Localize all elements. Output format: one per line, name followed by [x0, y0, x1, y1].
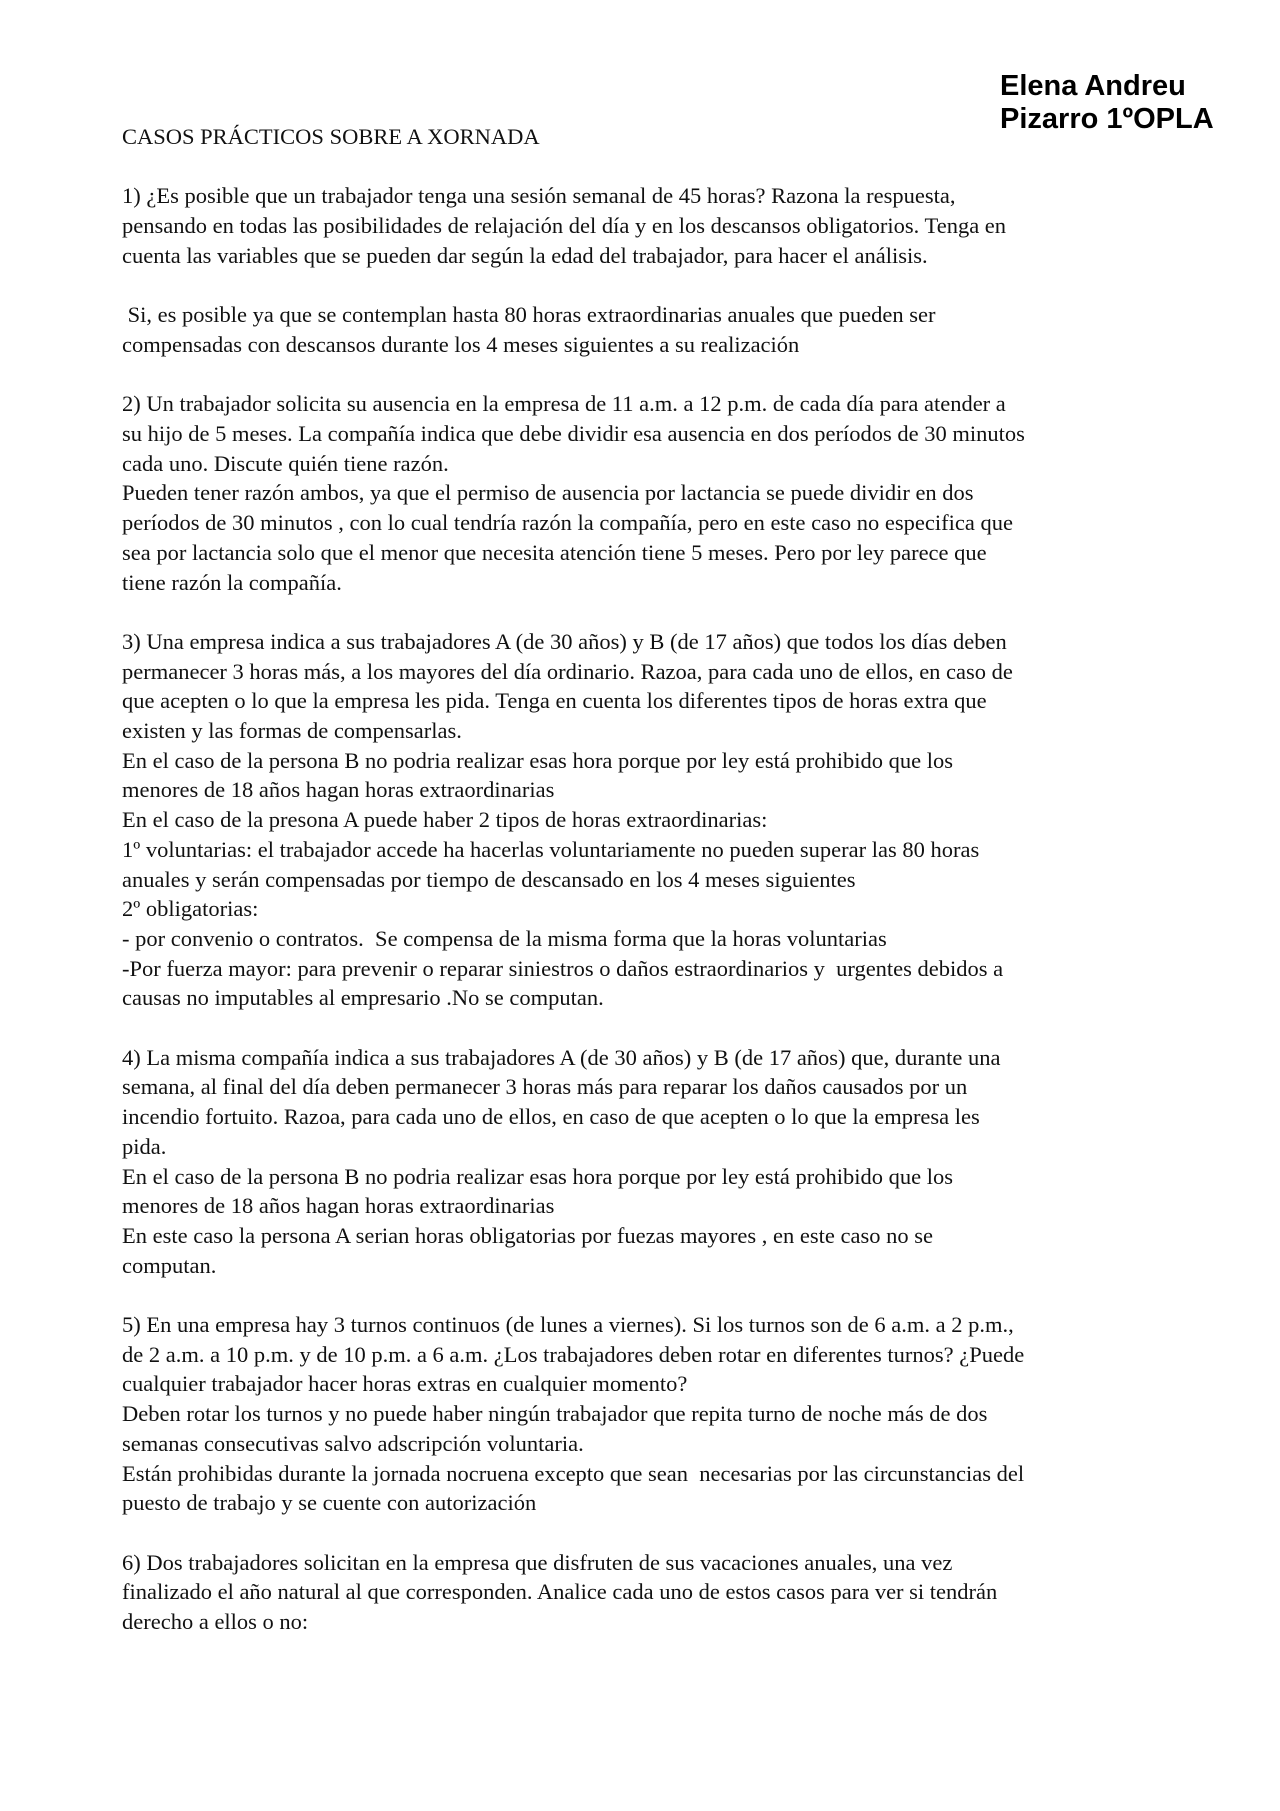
text-line: incendio fortuito. Razoa, para cada uno de ellos, en caso de que acepten o lo que la empresa les — [122, 1104, 980, 1130]
text-line: Deben rotar los turnos y no puede haber ningún trabajador que repita turno de noche más de dos — [122, 1401, 988, 1427]
text-line: Si, es posible ya que se contemplan hasta 80 horas extraordinarias anuales que pueden ser — [122, 302, 936, 328]
text-line: En el caso de la persona B no podria realizar esas hora porque por ley está prohibido que los — [122, 747, 953, 773]
blank-line — [122, 597, 1182, 627]
author-line-1: Elena Andreu — [1000, 70, 1186, 102]
text-line: tiene razón la compañía. — [122, 569, 342, 595]
blank-line — [122, 1518, 1182, 1548]
text-line: 6) Dos trabajadores solicitan en la empresa que disfruten de sus vacaciones anuales, una vez — [122, 1549, 953, 1575]
text-line: -Por fuerza mayor: para prevenir o reparar siniestros o daños estraordinarios y urgentes debidos a — [122, 955, 1004, 981]
text-line: finalizado el año natural al que corresponden. Analice cada uno de estos casos para ver si tendrán — [122, 1579, 998, 1605]
text-line: anuales y serán compensadas por tiempo de descansado en los 4 meses siguientes — [122, 866, 856, 892]
text-line: 1) ¿Es posible que un trabajador tenga una sesión semanal de 45 horas? Razona la respuesta, — [122, 183, 956, 209]
text-line: 5) En una empresa hay 3 turnos continuos (de lunes a viernes). Si los turnos son de 6 a.m. a 2 p.m., — [122, 1312, 1014, 1338]
text-line: causas no imputables al empresario .No se computan. — [122, 985, 604, 1011]
text-line: su hijo de 5 meses. La compañía indica que debe dividir esa ausencia en dos períodos de 30 minutos — [122, 420, 1025, 446]
text-line: semanas consecutivas salvo adscripción voluntaria. — [122, 1430, 584, 1456]
text-line: semana, al final del día deben permanecer 3 horas más para reparar los daños causados por un — [122, 1074, 968, 1100]
text-line: 4) La misma compañía indica a sus trabajadores A (de 30 años) y B (de 17 años) que, durante una — [122, 1044, 1001, 1070]
blank-line — [122, 360, 1182, 390]
blank-line — [122, 271, 1182, 301]
text-line: 2) Un trabajador solicita su ausencia en la empresa de 11 a.m. a 12 p.m. de cada día para atender a — [122, 391, 1006, 417]
text-line: 3) Una empresa indica a sus trabajadores A (de 30 años) y B (de 17 años) que todos los días deben — [122, 628, 1007, 654]
text-line: que acepten o lo que la empresa les pida. Tenga en cuenta los diferentes tipos de horas extra que — [122, 688, 987, 714]
text-line: 2º obligatorias: — [122, 896, 259, 922]
text-line: pensando en todas las posibilidades de relajación del día y en los descansos obligatorios. Tenga en — [122, 213, 1007, 239]
text-line: computan. — [122, 1252, 217, 1278]
blank-line — [122, 1013, 1182, 1043]
text-line: 1º voluntarias: el trabajador accede ha hacerlas voluntariamente no pueden superar las 80 horas — [122, 836, 980, 862]
text-line: existen y las formas de compensarlas. — [122, 718, 462, 743]
document-body — [122, 122, 1182, 1637]
text-line: cualquier trabajador hacer horas extras en cualquier momento? — [122, 1371, 688, 1397]
text-line: permanecer 3 horas más, a los mayores del día ordinario. Razoa, para cada uno de ellos, en caso de — [122, 658, 1013, 684]
document-title: CASOS PRÁCTICOS SOBRE A XORNADA — [122, 124, 540, 149]
text-line: puesto de trabajo y se cuente con autorización — [122, 1490, 537, 1516]
text-line: cada uno. Discute quién tiene razón. — [122, 450, 449, 476]
text-line: derecho a ellos o no: — [122, 1609, 309, 1635]
blank-line — [122, 152, 1182, 182]
text-line: de 2 a.m. a 10 p.m. y de 10 p.m. a 6 a.m. ¿Los trabajadores deben rotar en diferentes turnos? ¿Puede — [122, 1341, 1025, 1367]
text-line: En este caso la persona A serian horas obligatorias por fuezas mayores , en este caso no se — [122, 1222, 933, 1248]
text-line: cuenta las variables que se pueden dar según la edad del trabajador, para hacer el análisis. — [122, 242, 928, 268]
text-line: En el caso de la presona A puede haber 2 tipos de horas extraordinarias: — [122, 807, 768, 833]
text-line: compensadas con descansos durante los 4 meses siguientes a su realización — [122, 331, 800, 357]
text-line: Pueden tener razón ambos, ya que el permiso de ausencia por lactancia se puede dividir en dos — [122, 480, 974, 506]
text-line: menores de 18 años hagan horas extraordinarias — [122, 1193, 555, 1219]
text-line: períodos de 30 minutos , con lo cual tendría razón la compañía, pero en este caso no especifica que — [122, 510, 1013, 536]
text-line: menores de 18 años hagan horas extraordinarias — [122, 777, 555, 803]
text-line: sea por lactancia solo que el menor que necesita atención tiene 5 meses. Pero por ley parece que — [122, 539, 987, 565]
text-line: pida. — [122, 1133, 167, 1159]
text-line: - por convenio o contratos. Se compensa de la misma forma que la horas voluntarias — [122, 925, 887, 951]
author-line-2: Pizarro 1ºOPLA — [1000, 103, 1214, 135]
blank-line — [122, 1280, 1182, 1310]
text-line: En el caso de la persona B no podria realizar esas hora porque por ley está prohibido que los — [122, 1163, 953, 1189]
text-line: Están prohibidas durante la jornada nocruena excepto que sean necesarias por las circunstancias del — [122, 1460, 1025, 1486]
